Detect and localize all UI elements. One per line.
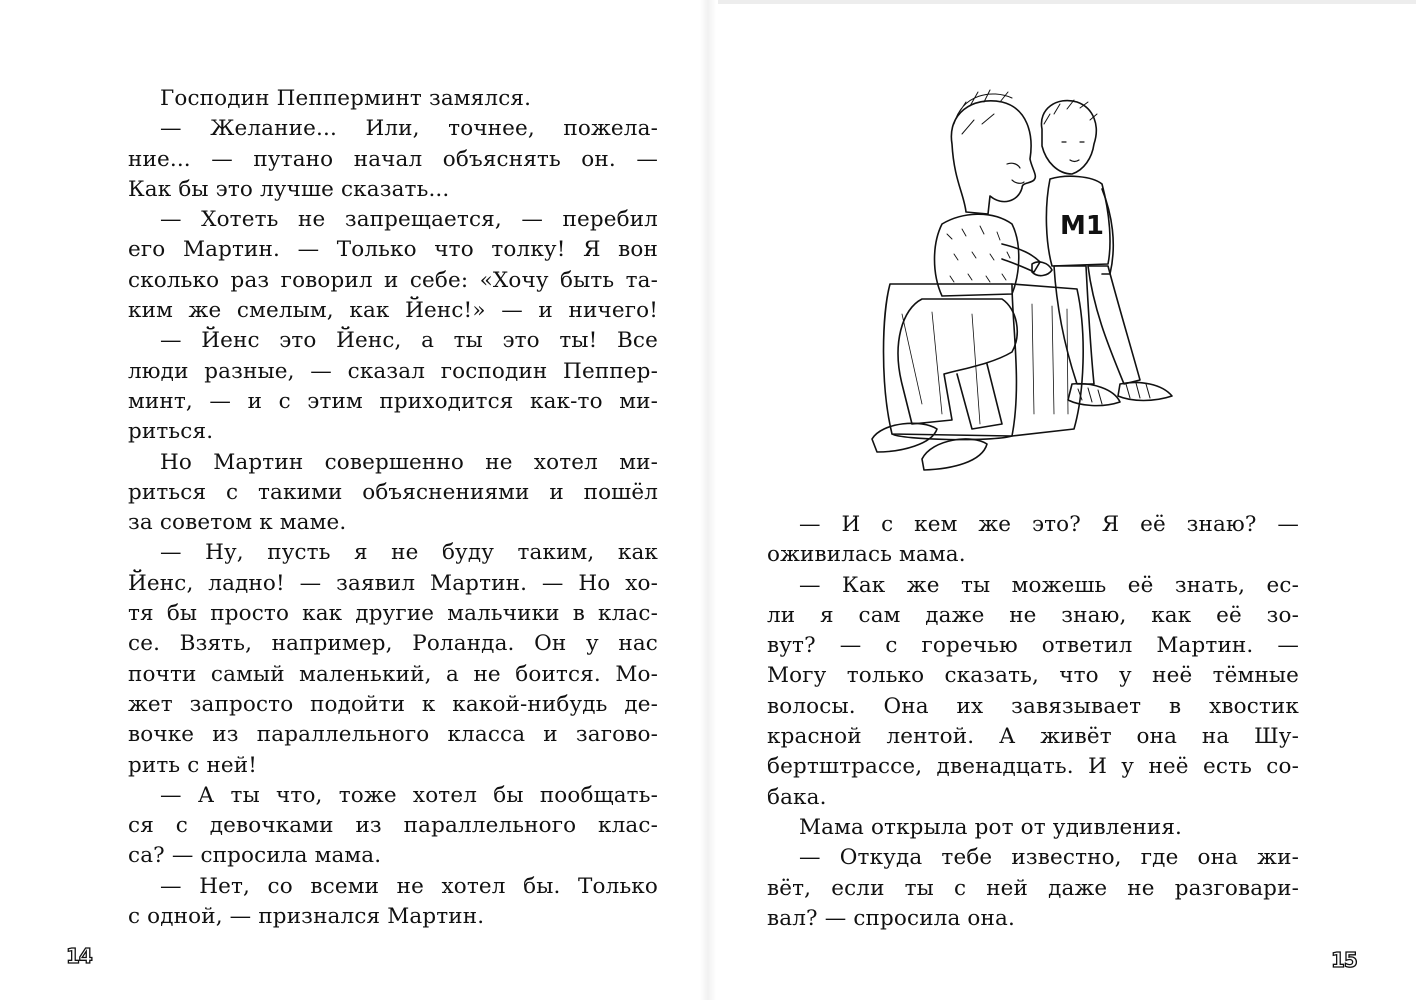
text-line: — И с кем же это? Я её знаю? — [799, 512, 1299, 537]
text-line: риться. [128, 419, 214, 445]
text-line: ли я сам даже не знаю, как её зо- [767, 602, 1299, 628]
text-line: с одной, — признался Мартин. [128, 904, 485, 930]
text-line: — А ты что, тоже хотел бы пообщать- [160, 782, 658, 808]
text-line: ние... — путано начал объяснять он. — [128, 146, 658, 172]
text-line: сколько раз говорил и себе: «Хочу быть та- [128, 267, 658, 293]
text-line: Но Мартин совершенно не хотел ми- [160, 449, 658, 475]
illustration [862, 84, 1192, 476]
text-line: бака. [767, 784, 827, 810]
text-line: — Как же ты можешь её знать, ес- [799, 572, 1299, 598]
text-line: — Желание... Или, точнее, пожела- [160, 116, 658, 142]
adult-shoe [922, 439, 987, 470]
text-line: Йенс, ладно! — заявил Мартин. — Но хо- [128, 570, 658, 596]
sweater-letters: M1 [1060, 211, 1104, 241]
text-line: Могу только сказать, что у неё тёмные [767, 663, 1299, 689]
text-line: Как бы это лучше сказать... [128, 176, 450, 202]
page-number-right: 15 [1331, 948, 1357, 972]
text-line: рить с ней! [128, 752, 258, 778]
text-line: минт, — и с этим приходится как-то ми- [128, 388, 658, 414]
text-line: вут? — с горечью ответил Мартин. — [767, 633, 1299, 659]
text-line: Господин Пепперминт замялся. [160, 86, 532, 111]
page-number-left: 14 [66, 944, 92, 968]
boy-shoe [1068, 384, 1120, 406]
text-line: его Мартин. — Только что толку! Я вон [128, 237, 658, 263]
left-page-text [128, 84, 658, 932]
text-line: ким же смелым, как Йенс!» — и ничего! [128, 298, 658, 324]
book-spine [700, 0, 716, 1000]
text-line: — Хотеть не запрещается, — перебил [160, 207, 658, 233]
text-line: оживилась мама. [767, 542, 966, 568]
boy-legs [1054, 266, 1094, 384]
text-line: — Йенс это Йенс, а ты это ты! Все [160, 328, 658, 354]
text-line: бертштрассе, двенадцать. И у неё есть со- [767, 754, 1299, 780]
text-line: — Ну, пусть я не буду таким, как [160, 540, 658, 566]
text-line: вал? — спросила она. [767, 905, 1015, 931]
adult-head [951, 101, 1035, 214]
text-line: тя бы просто как другие мальчики в клас- [128, 601, 658, 627]
text-line: почти самый маленький, а не боится. Мо- [128, 661, 658, 687]
text-line: ся с девочками из параллельного клас- [128, 813, 658, 839]
text-line: вёт, если ты с ней даже не разговари- [767, 875, 1299, 901]
text-line: се. Взять, например, Роланда. Он у нас [128, 631, 658, 657]
text-line: красной лентой. А живёт она на Шу- [767, 724, 1299, 750]
text-line: — Нет, со всеми не хотел бы. Только [160, 873, 658, 899]
text-line: — Откуда тебе известно, где она жи- [799, 845, 1299, 871]
text-line: са? — спросила мама. [128, 843, 382, 869]
boy-head [1041, 101, 1096, 174]
text-line: риться с такими объяснениями и пошёл [128, 479, 658, 505]
page-edge [718, 0, 1416, 4]
right-page-text [767, 510, 1299, 934]
text-line: люди разные, — сказал господин Пеппер- [128, 358, 658, 384]
adult-legs [898, 299, 1017, 424]
text-line: Мама открыла рот от удивления. [799, 814, 1183, 840]
text-line: за советом к маме. [128, 510, 347, 536]
text-line: жет запросто подойти к какой-нибудь де- [128, 691, 658, 717]
text-line: вочке из параллельного класса и загово- [128, 722, 658, 748]
text-line: волосы. Она их завязывает в хвостик [767, 693, 1299, 719]
